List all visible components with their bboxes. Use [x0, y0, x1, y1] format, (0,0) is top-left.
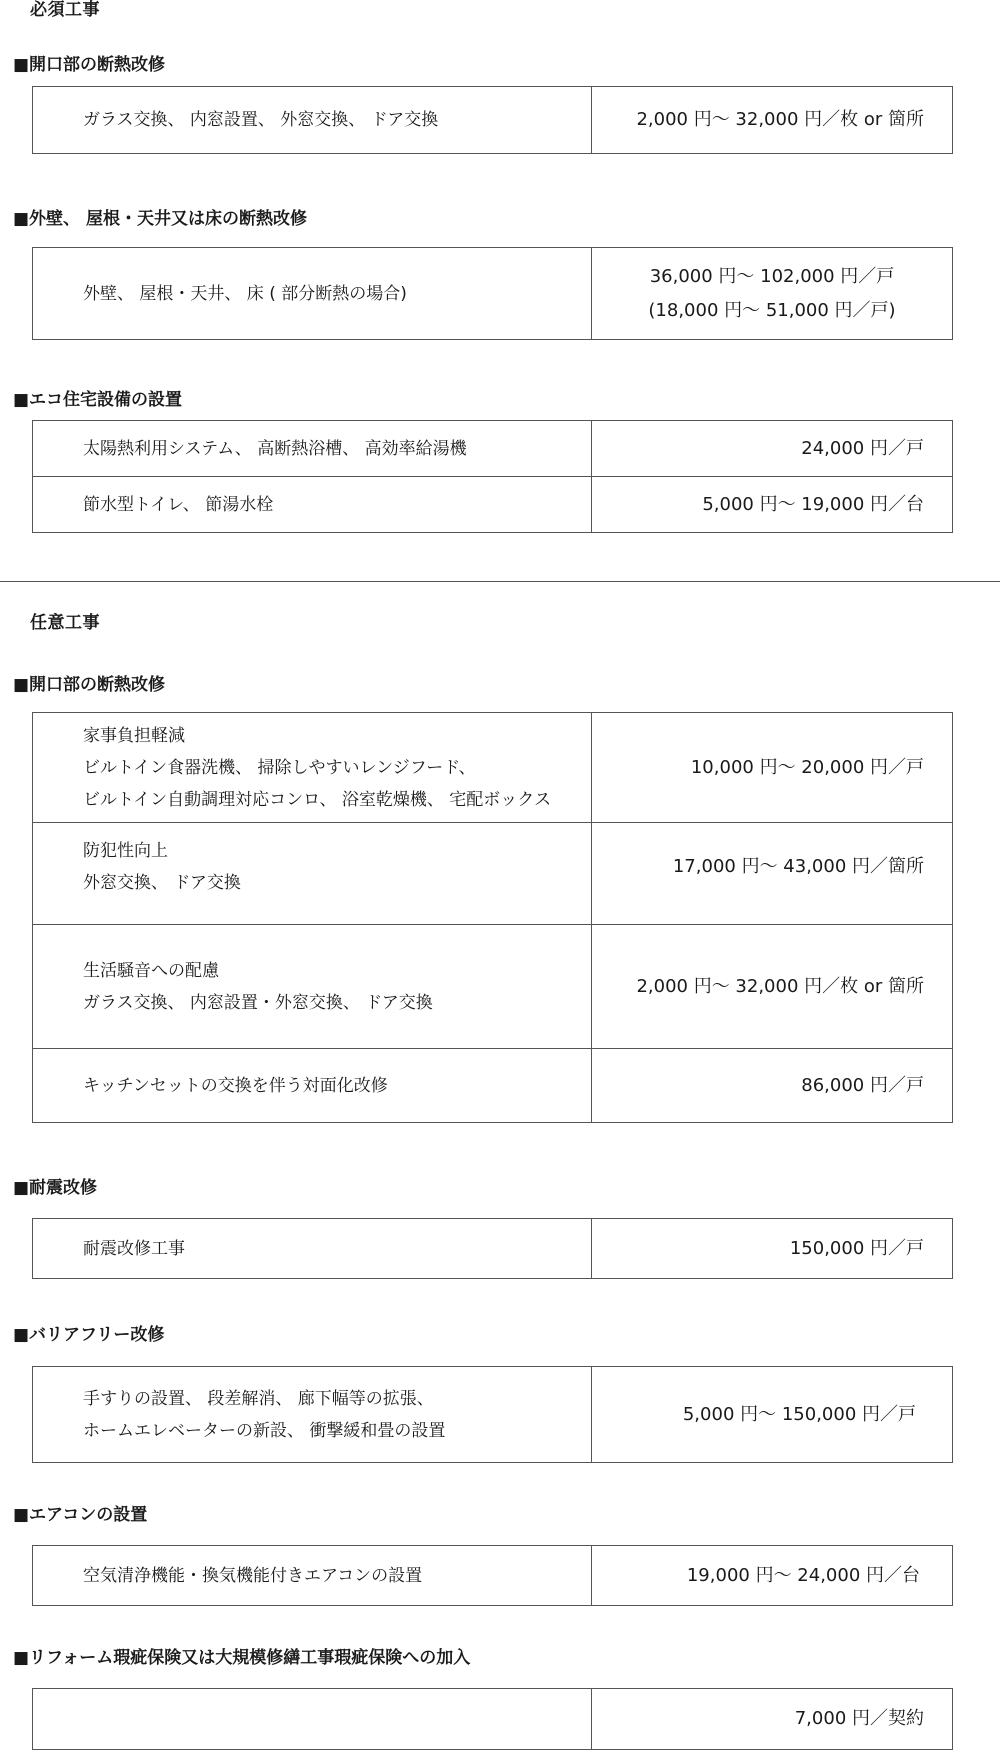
table-row — [33, 1049, 952, 1122]
work-line: ビルトイン自動調理対応コンロ、 浴室乾燥機、 宅配ボックス — [83, 789, 552, 810]
optional-heading-barrierfree: ■バリアフリー改修 — [13, 1325, 165, 1345]
subsidy-amount — [592, 713, 952, 822]
optional-section-title: 任意工事 — [30, 613, 100, 633]
optional-table-barrierfree — [32, 1366, 953, 1463]
subsidy-amount — [592, 1049, 952, 1122]
work-line: 手すりの設置、 段差解消、 廊下幅等の拡張、 — [83, 1388, 434, 1409]
table-row — [33, 1219, 952, 1278]
work-line: 防犯性向上 — [83, 841, 168, 861]
work-line: ガラス交換、 内窓設置、 外窓交換、 ドア交換 — [83, 110, 439, 130]
subsidy-amount — [592, 1546, 952, 1605]
price-line: 17,000 円～ 43,000 円／箇所 — [672, 856, 924, 877]
work-line: キッチンセットの交換を伴う対面化改修 — [83, 1075, 388, 1096]
work-description — [33, 1546, 592, 1605]
work-description — [33, 713, 592, 822]
optional-heading-opening: ■開口部の断熱改修 — [13, 675, 166, 695]
work-description — [33, 477, 592, 532]
price-line: 5,000 円～ 150,000 円／戸 — [682, 1403, 916, 1425]
required-table-insulation — [32, 247, 953, 340]
optional-table-opening — [32, 712, 953, 1123]
work-line: 耐震改修工事 — [83, 1238, 185, 1259]
table-row — [33, 87, 952, 153]
subsidy-amount — [592, 1689, 952, 1749]
subsidy-amount — [592, 1219, 952, 1278]
optional-heading-aircon: ■エアコンの設置 — [13, 1505, 148, 1525]
required-table-eco — [32, 420, 953, 533]
required-heading-eco: ■エコ住宅設備の設置 — [13, 390, 183, 410]
price-line: 2,000 円～ 32,000 円／枚 or 箇所 — [636, 975, 924, 997]
work-line: 外窓交換、 ドア交換 — [83, 873, 241, 893]
required-heading-insulation: ■外壁、 屋根・天井又は床の断熱改修 — [13, 209, 307, 229]
required-table-opening — [32, 86, 953, 154]
work-line: 太陽熱利用システム、 高断熱浴槽、 高効率給湯機 — [83, 438, 467, 459]
work-description — [33, 823, 592, 924]
work-description — [33, 421, 592, 476]
subsidy-amount — [592, 477, 952, 532]
work-description — [33, 1367, 592, 1462]
work-description — [33, 248, 592, 339]
table-row — [33, 1689, 952, 1749]
optional-heading-seismic: ■耐震改修 — [13, 1178, 98, 1198]
subsidy-amount — [592, 248, 952, 339]
price-line: 24,000 円／戸 — [801, 437, 924, 459]
work-description — [33, 925, 592, 1048]
work-line: ビルトイン食器洗機、 掃除しやすいレンジフード、 — [83, 757, 476, 778]
required-heading-opening: ■開口部の断熱改修 — [13, 55, 166, 75]
work-line: 空気清浄機能・換気機能付きエアコンの設置 — [83, 1565, 423, 1586]
subsidy-amount — [592, 925, 952, 1048]
optional-table-seismic — [32, 1218, 953, 1279]
table-row — [33, 477, 952, 532]
work-description — [33, 87, 592, 153]
optional-table-insurance — [32, 1688, 953, 1750]
work-line: ガラス交換、 内窓設置・外窓交換、 ドア交換 — [83, 992, 433, 1013]
subsidy-amount — [592, 823, 952, 924]
price-line: 86,000 円／戸 — [801, 1074, 924, 1096]
price-line: 7,000 円／契約 — [794, 1708, 924, 1729]
price-line: 19,000 円～ 24,000 円／台 — [686, 1564, 920, 1586]
work-line: 家事負担軽減 — [83, 725, 185, 746]
table-row — [33, 823, 952, 925]
work-description — [33, 1219, 592, 1278]
subsidy-amount — [592, 421, 952, 476]
required-section-title: 必須工事 — [30, 0, 100, 20]
table-row — [33, 1546, 952, 1605]
price-line: 2,000 円～ 32,000 円／枚 or 箇所 — [636, 109, 924, 130]
price-line: 5,000 円～ 19,000 円／台 — [702, 493, 924, 515]
optional-heading-insurance: ■リフォーム瑕疵保険又は大規模修繕工事瑕疵保険への加入 — [13, 1648, 471, 1668]
table-row — [33, 925, 952, 1049]
price-line: (18,000 円～ 51,000 円／戸) — [648, 299, 896, 321]
optional-table-aircon — [32, 1545, 953, 1606]
work-description — [33, 1689, 592, 1749]
work-line: 外壁、 屋根・天井、 床 ( 部分断熱の場合) — [83, 283, 407, 304]
work-line: 生活騒音への配慮 — [83, 960, 219, 981]
subsidy-amount — [592, 1367, 952, 1462]
table-row — [33, 421, 952, 477]
section-divider — [0, 581, 1000, 582]
price-line: 36,000 円～ 102,000 円／戸 — [649, 265, 895, 287]
table-row — [33, 713, 952, 823]
table-row — [33, 1367, 952, 1462]
work-description — [33, 1049, 592, 1122]
price-line: 150,000 円／戸 — [789, 1237, 924, 1259]
table-row — [33, 248, 952, 339]
price-line: 10,000 円～ 20,000 円／戸 — [690, 756, 924, 778]
subsidy-amount — [592, 87, 952, 153]
work-line: 節水型トイレ、 節湯水栓 — [83, 494, 274, 515]
work-line: ホームエレベーターの新設、 衝撃緩和畳の設置 — [83, 1420, 446, 1441]
